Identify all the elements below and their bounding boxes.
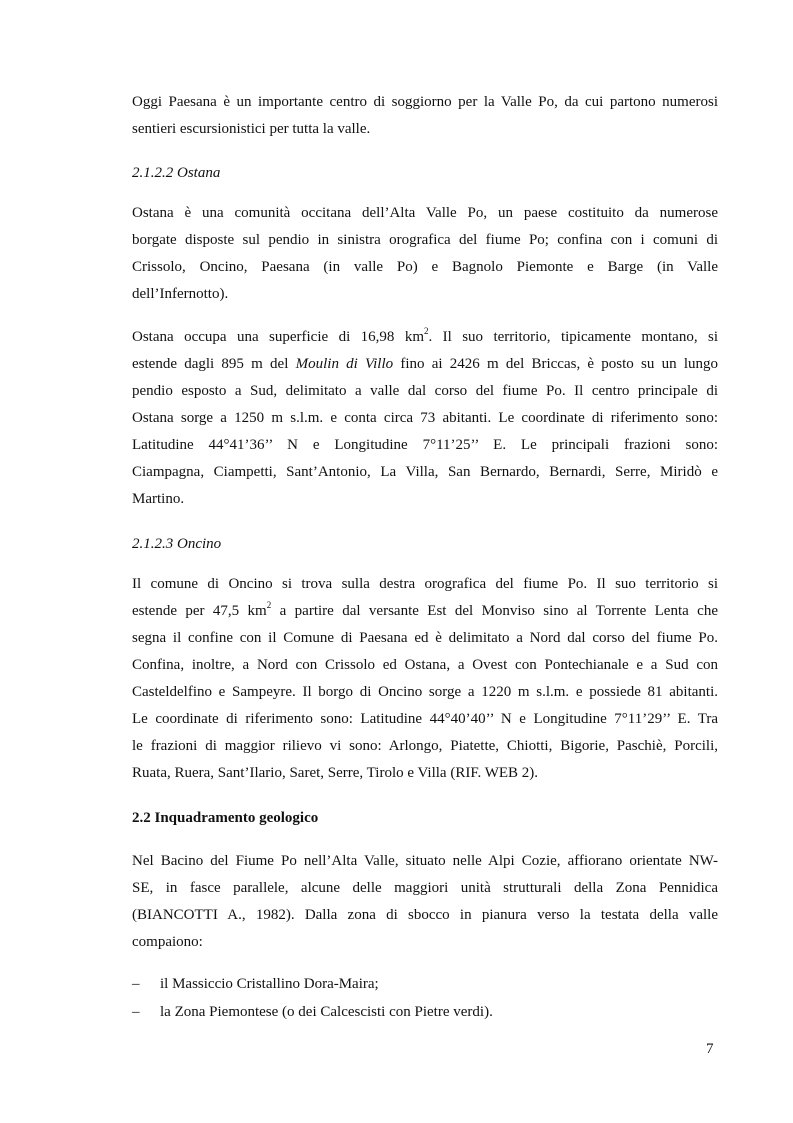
paragraph-ostana-details <box>132 324 718 513</box>
paragraph-ostana-intro <box>132 200 718 308</box>
text-line <box>132 598 718 625</box>
dash-bullet: – <box>132 976 140 992</box>
page-number: 7 <box>706 1041 714 1057</box>
text-line: Le coordinate di riferimento sono: Latitudine 44°40’40’’ N e Longitudine 7°11’29’’ E. Tra <box>132 711 718 727</box>
paragraph-oncino <box>132 571 718 787</box>
superscript: 2 <box>423 326 429 336</box>
text-line: (BIANCOTTI A., 1982). Dalla zona di sbocco in pianura verso la testata della valle <box>132 907 718 923</box>
text-line: Oggi Paesana è un importante centro di soggiorno per la Valle Po, da cui partono numerosi <box>132 94 718 110</box>
text-line: borgate disposte sul pendio in sinistra orografica del fiume Po; confina con i comuni di <box>132 232 718 248</box>
text-line: SE, in fasce parallele, alcune delle maggiori unità strutturali della Zona Pennidica <box>132 880 718 896</box>
text-line: Confina, inoltre, a Nord con Crissolo ed Ostana, a Ovest con Pontechianale e a Sud con <box>132 657 718 673</box>
text-line: Il comune di Oncino si trova sulla destra orografica del fiume Po. Il suo territorio si <box>132 576 718 592</box>
text-line: Ciampagna, Ciampetti, Sant’Antonio, La Villa, San Bernardo, Bernardi, Serre, Miridò e <box>132 464 718 480</box>
text-line: le frazioni di maggior rilievo vi sono: Arlongo, Piatette, Chiotti, Bigorie, Paschiè, Porcili, <box>132 738 718 754</box>
text-line: Ostana sorge a 1250 m s.l.m. e conta circa 73 abitanti. Le coordinate di riferimento sono: <box>132 410 718 426</box>
paragraph-geology <box>132 848 718 956</box>
text-fragment: estende dagli 895 m del <box>132 356 296 372</box>
text-fragment: a partire dal versante Est del Monviso sino al Torrente Lenta che <box>271 603 718 619</box>
section-heading-oncino: 2.1.2.3 Oncino <box>132 536 222 552</box>
dash-bullet: – <box>132 1004 140 1020</box>
text-line: Latitudine 44°41’36’’ N e Longitudine 7°11’25’’ E. Le principali frazioni sono: <box>132 437 718 453</box>
section-heading-ostana: 2.1.2.2 Ostana <box>132 165 221 181</box>
superscript: 2 <box>266 600 272 610</box>
text-line: segna il confine con il Comune di Paesana ed è delimitato a Nord dal corso del fiume Po. <box>132 630 718 646</box>
italic-place-name: Moulin di Villo <box>295 356 394 372</box>
text-line: dell’Infernotto). <box>132 286 229 302</box>
text-fragment: estende per 47,5 km <box>132 603 267 619</box>
list-item-text: la Zona Piemontese (o dei Calcescisti con Pietre verdi). <box>160 1004 493 1020</box>
text-line: Ruata, Ruera, Sant’Ilario, Saret, Serre, Tirolo e Villa (RIF. WEB 2). <box>132 765 539 781</box>
section-heading-geology: 2.2 Inquadramento geologico <box>132 810 319 826</box>
text-line: sentieri escursionistici per tutta la valle. <box>132 121 371 137</box>
text-fragment: fino ai 2426 m del Briccas, è posto su un lungo <box>393 356 718 372</box>
text-line: Martino. <box>132 491 185 507</box>
text-line: Casteldelfino e Sampeyre. Il borgo di Oncino sorge a 1220 m s.l.m. e possiede 81 abitanti. <box>132 684 718 700</box>
text-fragment: Ostana occupa una superficie di 16,98 km <box>132 329 424 345</box>
paragraph-paesana <box>132 89 718 143</box>
text-line: compaiono: <box>132 934 203 950</box>
text-line <box>132 351 718 378</box>
list-item-text: il Massiccio Cristallino Dora-Maira; <box>160 976 379 992</box>
text-fragment: . Il suo territorio, tipicamente montano, si <box>428 329 718 345</box>
text-line: Nel Bacino del Fiume Po nell’Alta Valle, situato nelle Alpi Cozie, affiorano orientate NW- <box>132 853 718 869</box>
list-item <box>132 1002 493 1022</box>
text-line: pendio esposto a Sud, delimitato a valle dal corso del fiume Po. Il centro principale di <box>132 383 718 399</box>
text-line: Crissolo, Oncino, Paesana (in valle Po) e Bagnolo Piemonte e Barge (in Valle <box>132 259 718 275</box>
list-item <box>132 974 379 994</box>
text-line: Ostana è una comunità occitana dell’Alta Valle Po, un paese costituito da numerose <box>132 205 718 221</box>
text-line <box>132 324 718 351</box>
